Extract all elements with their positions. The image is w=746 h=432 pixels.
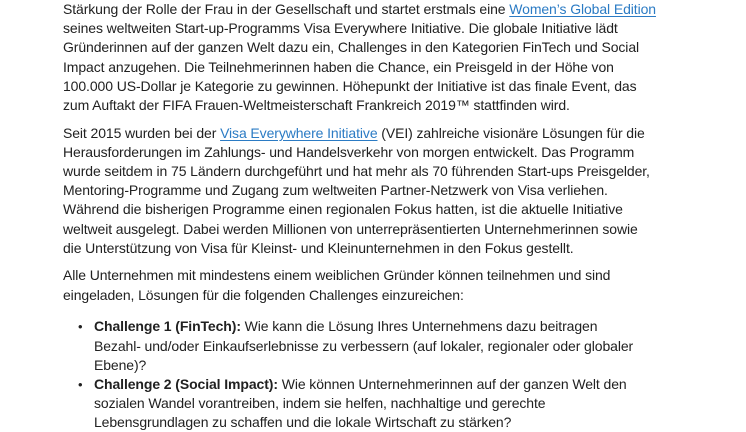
text-line: 100.000 US-Dollar je Kategorie zu gewinnen. Höhepunkt der Initiative ist das finale Event, das [63, 77, 637, 94]
text-line [63, 0, 746, 19]
text-run: Wie können Unternehmerinnen auf der ganzen Welt den [277, 375, 627, 392]
text-line: weltweit ausgelegt. Dabei werden Millionen von unterrepräsentierten Unternehmerinnen sowie [63, 220, 638, 237]
text-line [94, 317, 746, 336]
text-line: wurde seitdem in 75 Ländern durchgeführt und hat mehr als 70 führenden Start-ups Preisgelder, [63, 163, 650, 179]
text-line: Während die bisherigen Programme einen regionalen Fokus hatten, ist die aktuelle Initiative [63, 201, 623, 218]
text-line: Lebensgrundlagen zu schaffen und die lokale Wirtschaft zu stärken? [94, 414, 512, 431]
challenge-2-item [63, 375, 746, 432]
text-run: Seit 2015 wurden bei der [63, 124, 221, 141]
text-line: Gründerinnen auf der ganzen Welt dazu ein, Challenges in den Kategorien FinTech und Social [63, 39, 640, 56]
text-line: die Unterstützung von Visa für Kleinst- und Kleinunternehmen in den Fokus gestellt. [63, 239, 574, 256]
text-line: Ebene)? [94, 356, 147, 373]
visa-everywhere-initiative-link[interactable]: Visa Everywhere Initiative [220, 124, 378, 141]
challenge-1-label: Challenge 1 (FinTech): [94, 318, 241, 335]
text-run: Wie kann die Lösung Ihres Unternehmens dazu beitragen [240, 318, 598, 335]
paragraph-intro [63, 0, 746, 115]
text-run: Stärkung der Rolle der Frau in der Gesellschaft und startet erstmals eine [63, 1, 510, 17]
text-line: zum Auftakt der FIFA Frauen-Weltmeisterschaft Frankreich 2019™ stattfinden wird. [63, 96, 570, 113]
text-line [63, 124, 746, 143]
text-line: Bezahl- und/oder Einkaufserlebnisse zu verbessern (auf lokaler, regionaler oder globaler [94, 337, 634, 354]
text-line: seines weltweiten Start-up-Programms Visa Everywhere Initiative. Die globale Initiative lädt [63, 20, 618, 37]
bullet-icon: • [78, 319, 83, 335]
bullet-icon: • [78, 376, 83, 392]
text-line: sozialen Wandel vorantreiben, indem sie helfen, nachhaltige und gerechte [94, 395, 546, 412]
text-line: Impact anzugehen. Die Teilnehmerinnen haben die Chance, ein Preisgeld in der Höhe von [63, 58, 614, 75]
womens-global-edition-link[interactable]: Women’s Global Edition [509, 1, 656, 17]
text-line: eingeladen, Lösungen für die folgenden Challenges einzureichen: [63, 286, 464, 303]
paragraph-participation [63, 266, 746, 304]
press-release-body [63, 0, 746, 432]
text-line: Mentoring-Programme und Zugang zum weltweiten Partner-Netzwerk von Visa verliehen. [63, 182, 608, 199]
text-line: Herausforderungen im Zahlungs- und Handelsverkehr von morgen entwickelt. Das Programm [63, 143, 635, 160]
challenge-1-item [63, 317, 746, 375]
text-run: (VEI) zahlreiche visionäre Lösungen für die [377, 124, 645, 141]
text-line [94, 375, 746, 394]
challenges-list [63, 317, 746, 432]
challenge-2-label: Challenge 2 (Social Impact): [94, 375, 278, 392]
text-line: Alle Unternehmen mit mindestens einem weiblichen Gründer können teilnehmen und sind [63, 267, 611, 284]
paragraph-history [63, 124, 746, 258]
